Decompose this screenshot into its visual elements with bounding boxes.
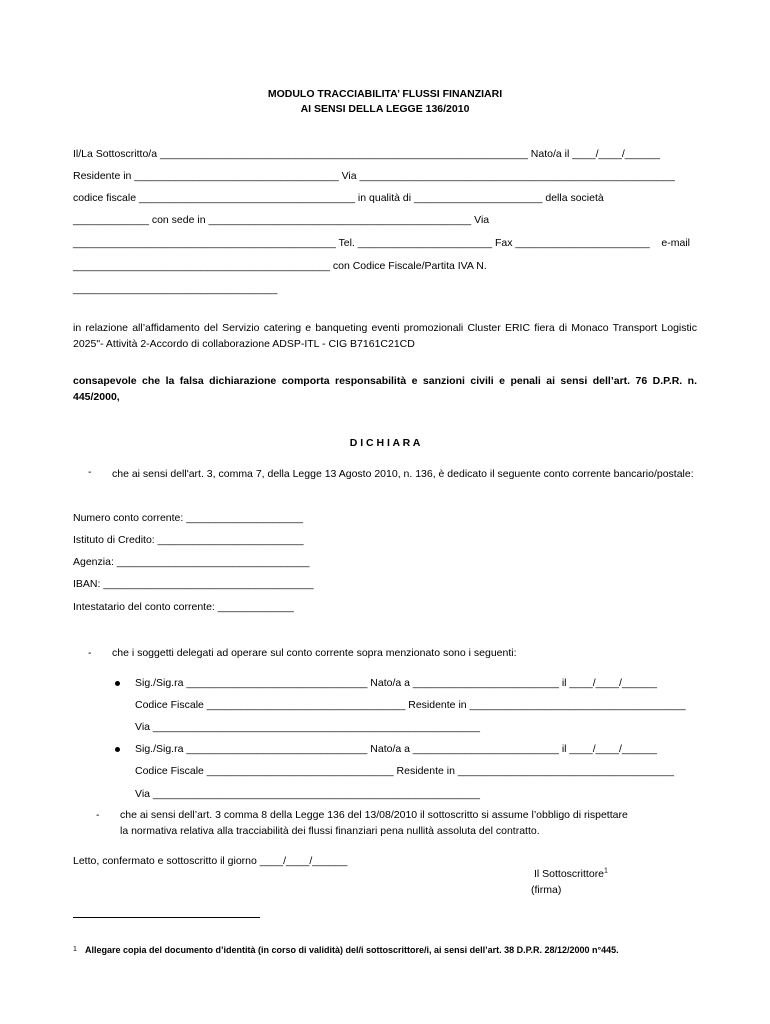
item1-dash: - <box>88 466 92 478</box>
item3-line-2: la normativa relativa alla tracciabilità dei flussi finanziari pena nullità assoluta del contratto. <box>120 825 540 837</box>
item2-dash: - <box>88 647 92 659</box>
field-sottoscritto: Il/La Sottoscritto/a _______________________________________________________________ Nato/a il ____/____/______ <box>73 148 660 160</box>
field-contatti: _____________________________________________ Tel. _______________________ Fax _______________________ e-mail <box>73 237 690 249</box>
delegate1-via: Via ________________________________________________________ <box>135 721 480 733</box>
field-partita-iva-blank: ___________________________________ <box>73 283 278 295</box>
field-codice-fiscale: codice fiscale _____________________________________ in qualità di ______________________ della società <box>73 192 604 204</box>
field-residente: Residente in ___________________________________ Via ______________________________________________________ <box>73 170 675 182</box>
account-iban: IBAN: ____________________________________ <box>73 578 314 590</box>
field-sede: _____________ con sede in _____________________________________________ Via <box>73 214 490 226</box>
delegate1-codice-fiscale: Codice Fiscale __________________________________ Residente in _____________________________________ <box>135 699 686 711</box>
relation-paragraph: in relazione all’affidamento del Servizio catering e banqueting eventi promozionali Cluster ERIC fiera di Monaco Transport Logistic 2025"- Attività 2-Accordo di collaborazione ADSP-ITL - CIG B7161C21CD <box>73 322 697 350</box>
account-holder: Intestatario del conto corrente: _____________ <box>73 601 294 613</box>
title-line-1: MODULO TRACCIABILITA’ FLUSSI FINANZIARI <box>267 88 503 100</box>
signature-date: Letto, confermato e sottoscritto il giorno ____/____/______ <box>73 855 348 867</box>
account-number: Numero conto corrente: ____________________ <box>73 512 304 524</box>
delegate2-sig: Sig./Sig.ra _______________________________ Nato/a a _________________________ il ____/____/______ <box>135 743 657 755</box>
delegate1-sig: Sig./Sig.ra _______________________________ Nato/a a _________________________ il ____/____/______ <box>135 677 657 689</box>
signature-label-text: Il Sottoscrittore <box>534 868 605 880</box>
footnote-separator <box>73 917 260 918</box>
footnote-text: Allegare copia del documento d’identità (in corso di validità) del/i sottoscrittore/i, ai sensi dell’art. 38 D.P.R. 28/12/2000 n°445. <box>85 945 619 955</box>
title-line-2: AI SENSI DELLA LEGGE 136/2010 <box>300 103 470 115</box>
delegate2-codice-fiscale: Codice Fiscale ________________________________ Residente in _____________________________________ <box>135 765 674 777</box>
item2-text: che i soggetti delegati ad operare sul conto corrente sopra menzionato sono i seguenti: <box>112 647 517 659</box>
bullet-dot <box>115 747 120 752</box>
account-agency: Agenzia: _________________________________ <box>73 556 310 568</box>
bullet-dot <box>115 681 120 686</box>
footnote-mark: 1 <box>73 946 77 953</box>
item3-line-1: che ai sensi dell’art. 3 comma 8 della Legge 136 del 13/08/2010 il sottoscritto si assume l’obbligo di rispettare <box>120 809 628 821</box>
account-bank: Istituto di Credito: _________________________ <box>73 534 304 546</box>
footnote-ref: 1 <box>604 867 608 875</box>
signature-firma: (firma) <box>531 884 562 896</box>
declaration-paragraph: consapevole che la falsa dichiarazione comporta responsabilità e sanzioni civili e penali ai sensi dell’art. 76 D.P.R. n. 445/2000, <box>73 375 697 403</box>
signature-label <box>534 868 608 881</box>
item1-text: che ai sensi dell'art. 3, comma 7, della Legge 13 Agosto 2010, n. 136, è dedicato il seguente conto corrente bancario/postale: <box>112 468 694 480</box>
dichiara-heading: D I C H I A R A <box>349 437 421 449</box>
item3-dash: - <box>96 809 100 821</box>
field-partita-iva: ____________________________________________ con Codice Fiscale/Partita IVA N. <box>73 260 487 272</box>
delegate2-via: Via ________________________________________________________ <box>135 788 480 800</box>
